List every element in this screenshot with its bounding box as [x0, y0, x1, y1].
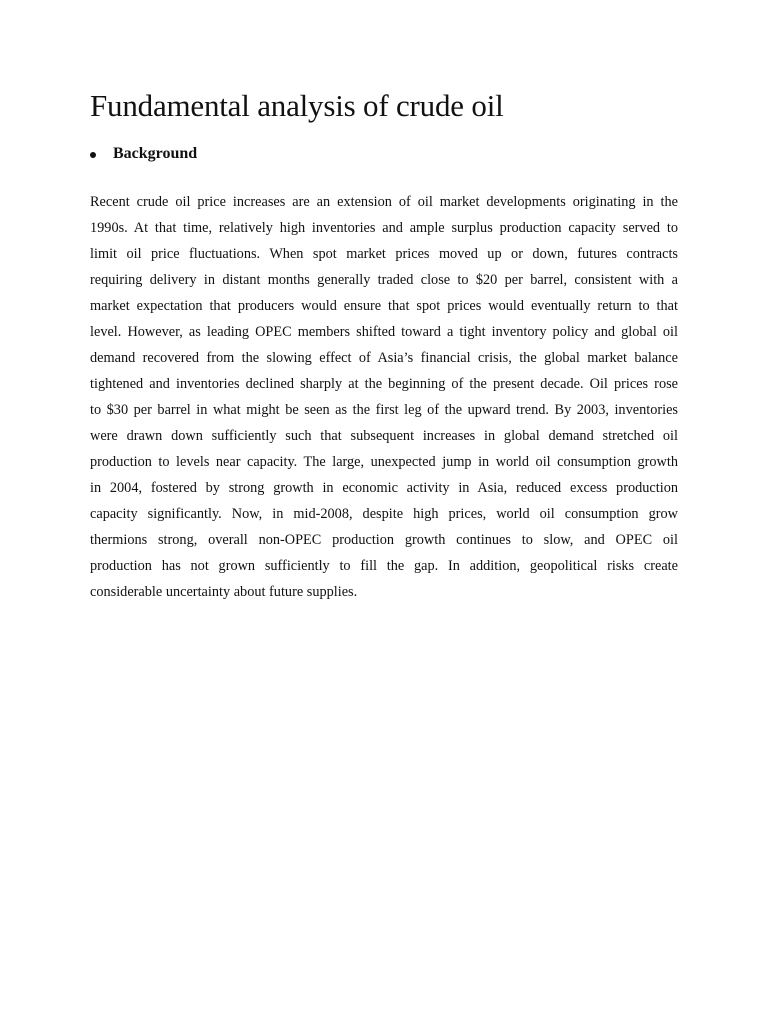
document-title: Fundamental analysis of crude oil: [90, 88, 504, 123]
paragraph-line: considerable uncertainty about future supplies.: [90, 584, 358, 600]
paragraph-line: market expectation that producers would ensure that spot prices would eventually return to that: [90, 298, 678, 314]
paragraph-line: to $30 per barrel in what might be seen as the first leg of the upward trend. By 2003, inventories: [90, 402, 678, 418]
paragraph-line: were drawn down sufficiently such that subsequent increases in global demand stretched oil: [90, 428, 678, 444]
section-heading-text: Background: [113, 145, 198, 162]
paragraph-line: 1990s. At that time, relatively high inventories and ample surplus production capacity served to: [90, 220, 678, 236]
paragraph-line: limit oil price fluctuations. When spot market prices moved up or down, futures contracts: [90, 246, 678, 262]
bullet-icon: [90, 152, 96, 158]
paragraph-line: capacity significantly. Now, in mid-2008, despite high prices, world oil consumption grow: [90, 506, 678, 522]
section-heading: [90, 143, 197, 165]
paragraph-line: Recent crude oil price increases are an extension of oil market developments originating in the: [90, 194, 678, 210]
paragraph-line: level. However, as leading OPEC members shifted toward a tight inventory policy and global oil: [90, 324, 678, 340]
paragraph-line: production to levels near capacity. The large, unexpected jump in world oil consumption growth: [90, 454, 678, 470]
paragraph-line: requiring delivery in distant months generally traded close to $20 per barrel, consistent with a: [90, 272, 678, 288]
paragraph-line: demand recovered from the slowing effect of Asia’s financial crisis, the global market balance: [90, 350, 678, 366]
paragraph-line: thermions strong, overall non-OPEC production growth continues to slow, and OPEC oil: [90, 532, 678, 548]
paragraph-line: in 2004, fostered by strong growth in economic activity in Asia, reduced excess production: [90, 480, 678, 496]
background-paragraph: [90, 189, 678, 605]
paragraph-line: tightened and inventories declined sharply at the beginning of the present decade. Oil prices rose: [90, 376, 678, 392]
paragraph-line: production has not grown sufficiently to fill the gap. In addition, geopolitical risks create: [90, 558, 678, 574]
